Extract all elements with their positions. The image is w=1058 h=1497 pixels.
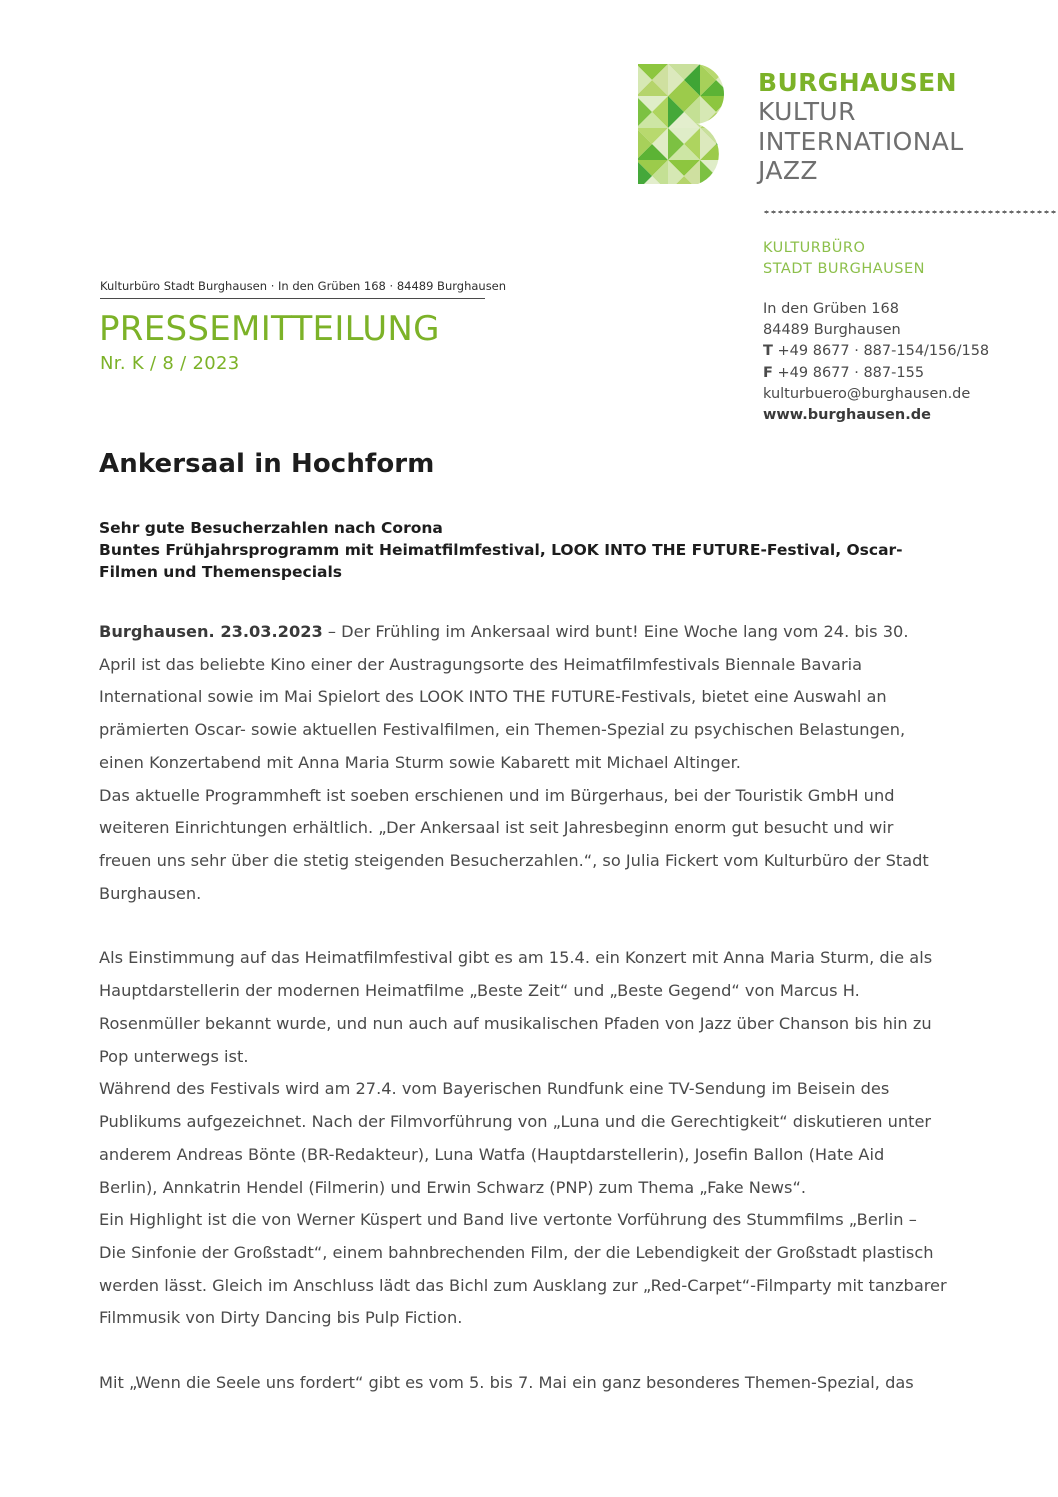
contact-heading [763, 238, 1058, 281]
wordmark-line-kultur: KULTUR [758, 97, 856, 127]
contact-city: 84489 Burghausen [763, 321, 901, 338]
contact-website[interactable]: www.burghausen.de [763, 407, 931, 424]
headline: Ankersaal in Hochform [99, 449, 435, 479]
wordmark-line-international: INTERNATIONAL [758, 126, 964, 156]
contact-heading-line1: KULTURBÜRO [763, 240, 866, 256]
logo-wordmark [758, 60, 964, 185]
burghausen-kultur-logo [632, 60, 1012, 188]
contact-heading-line2: STADT BURGHAUSEN [763, 261, 926, 278]
paragraph-1-text: – Der Frühling im Ankersaal wird bunt! Eine Woche lang vom 24. bis 30. April ist das beliebte Kino einer der Austragungsorte des Heimatfilmfestivals Biennale Bavaria International sowie im Mai Spielort des LOOK INTO THE FUTURE-Festivals, bietet eine Auswahl an prämierten Oscar- sowie aktuellen Festivalfilmen, ein Themen-Spezial zu psychischen Belastungen, einen Konzertabend mit Anna Maria Sturm sowie Kabarett mit Michael Altinger. [99, 622, 909, 772]
phone-label: T [763, 343, 773, 360]
paragraph-3: Als Einstimmung auf das Heimatfilmfestival gibt es am 15.4. ein Konzert mit Anna Maria Sturm, die als Hauptdarstellerin der modernen Heimatfilme „Beste Zeit“ und „Beste Gegend“ von Marcus H. Rosenmüller bekannt wurde, und nun auch auf musikalischen Pfaden von Jazz über Chanson bis hin zu Pop unterwegs ist. [99, 948, 933, 1066]
subtitle [99, 517, 944, 583]
press-release-number: Nr. K / 8 / 2023 [100, 353, 240, 374]
fax-label: F [763, 364, 773, 381]
paragraph-6: Mit „Wenn die Seele uns fordert“ gibt es vom 5. bis 7. Mai ein ganz besonderes Themen-Spezial, das [99, 1373, 914, 1393]
wordmark-line-burghausen: BURGHAUSEN [758, 68, 957, 97]
dotted-divider [763, 210, 1058, 214]
wordmark-line-jazz: JAZZ [758, 155, 818, 185]
contact-details [763, 299, 1058, 427]
body-copy [99, 616, 947, 1400]
sender-line: Kulturbüro Stadt Burghausen · In den Grüben 168 · 84489 Burghausen [100, 279, 485, 299]
subtitle-line-1: Sehr gute Besucherzahlen nach Corona [99, 519, 443, 537]
paragraph-5: Ein Highlight ist die von Werner Küspert und Band live vertonte Vorführung des Stummfilms „Berlin – Die Sinfonie der Großstadt“, einem bahnbrechenden Film, der die Lebendigkeit der Großstadt plastisch werden lässt. Gleich im Anschluss lädt das Bichl zum Ausklang zur „Red-Carpet“-Filmparty mit tanzbarer Filmmusik von Dirty Dancing bis Pulp Fiction. [99, 1210, 947, 1328]
dateline: Burghausen. 23.03.2023 [99, 622, 323, 641]
fax-value: +49 8677 · 887-155 [777, 364, 925, 381]
phone-value: +49 8677 · 887-154/156/158 [777, 343, 990, 360]
paragraph-2: Das aktuelle Programmheft ist soeben erschienen und im Bürgerhaus, bei der Touristik GmbH und weiteren Einrichtungen erhältlich. „Der Ankersaal ist seit Jahresbeginn enorm gut besucht und wir freuen uns sehr über die stetig steigenden Besucherzahlen.“, so Julia Fickert vom Kulturbüro der Stadt Burghausen. [99, 785, 929, 903]
contact-fax [763, 363, 1058, 384]
subtitle-line-2: Buntes Frühjahrsprogramm mit Heimatfilmfestival, LOOK INTO THE FUTURE-Festival, Oscar-Filmen und Themenspecials [99, 541, 903, 581]
burghausen-b-logo-icon [632, 60, 736, 188]
contact-block [763, 238, 1058, 427]
contact-phone [763, 341, 1058, 362]
page-title: PRESSEMITTEILUNG [99, 309, 440, 349]
contact-street: In den Grüben 168 [763, 300, 899, 317]
contact-email[interactable]: kulturbuero@burghausen.de [763, 385, 971, 402]
paragraph-1 [99, 616, 947, 780]
paragraph-4: Während des Festivals wird am 27.4. vom Bayerischen Rundfunk eine TV-Sendung im Beisein des Publikums aufgezeichnet. Nach der Filmvorführung von „Luna und die Gerechtigkeit“ diskutieren unter anderem Andreas Bönte (BR-Redakteur), Luna Watfa (Hauptdarstellerin), Josefin Ballon (Hate Aid Berlin), Annkatrin Hendel (Filmerin) und Erwin Schwarz (PNP) zum Thema „Fake News“. [99, 1079, 932, 1197]
